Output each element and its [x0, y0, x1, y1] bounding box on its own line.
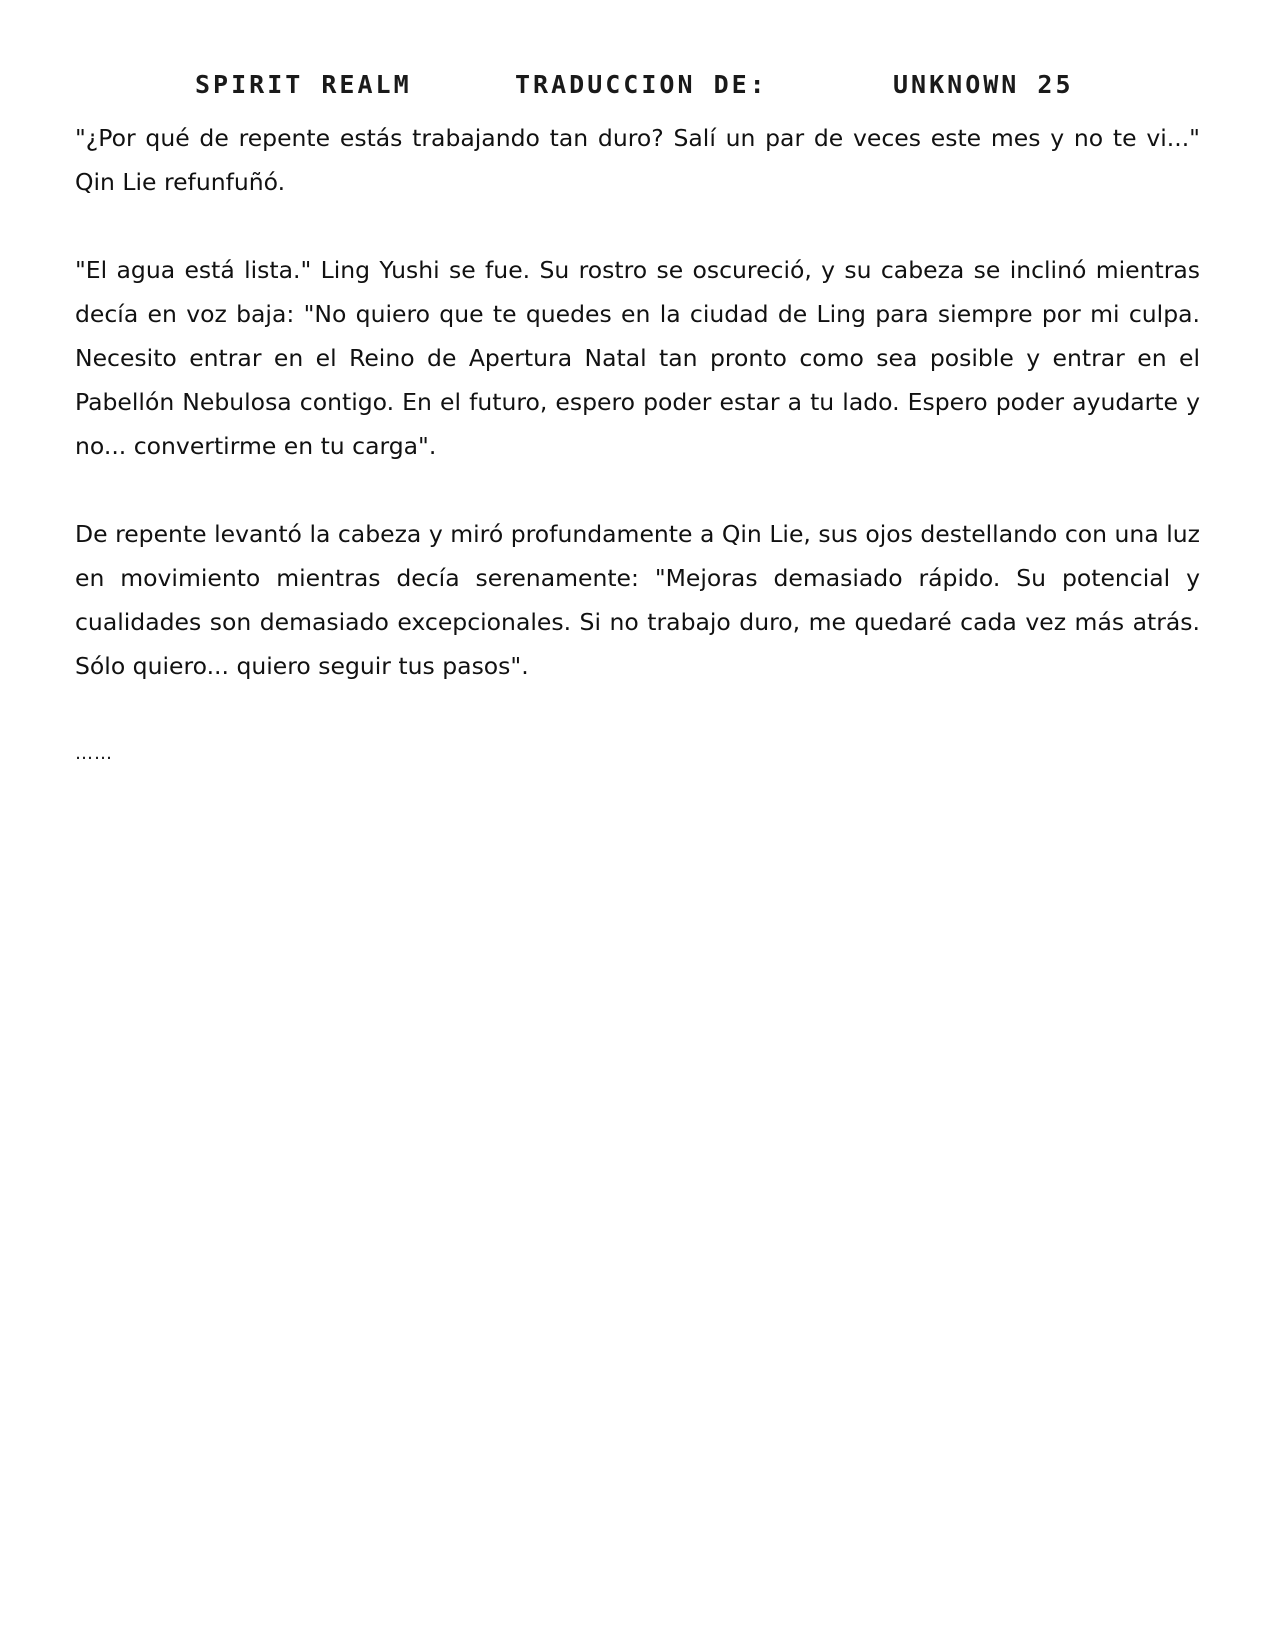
header-title: SPIRIT REALM	[195, 70, 412, 99]
paragraph-1: "¿Por qué de repente estás trabajando tan duro? Salí un par de veces este mes y no te vi..." Qin Lie refunfuñó.	[75, 124, 1200, 196]
header-translation-label: TRADUCCION DE:	[515, 70, 768, 99]
document-body	[75, 116, 1200, 820]
paragraph-3: De repente levantó la cabeza y miró profundamente a Qin Lie, sus ojos destellando con una luz en movimiento mientras decía serenamente: "Mejoras demasiado rápido. Su potencial y cualidades son demasiado excepcionales. Si no trabajo duro, me quedaré cada vez más atrás. Sólo quiero... quiero seguir tus pasos".	[75, 520, 1200, 680]
page-header	[0, 70, 1275, 110]
section-break: ……	[75, 743, 113, 764]
header-chapter: UNKNOWN 25	[893, 70, 1074, 99]
paragraph-2: "El agua está lista." Ling Yushi se fue. Su rostro se oscureció, y su cabeza se inclinó mientras decía en voz baja: "No quiero que te quedes en la ciudad de Ling para siempre por mi culpa. Necesito entrar en el Reino de Apertura Natal tan pronto como sea posible y entrar en el Pabellón Nebulosa contigo. En el futuro, espero poder estar a tu lado. Espero poder ayudarte y no... convertirme en tu carga".	[75, 256, 1200, 460]
